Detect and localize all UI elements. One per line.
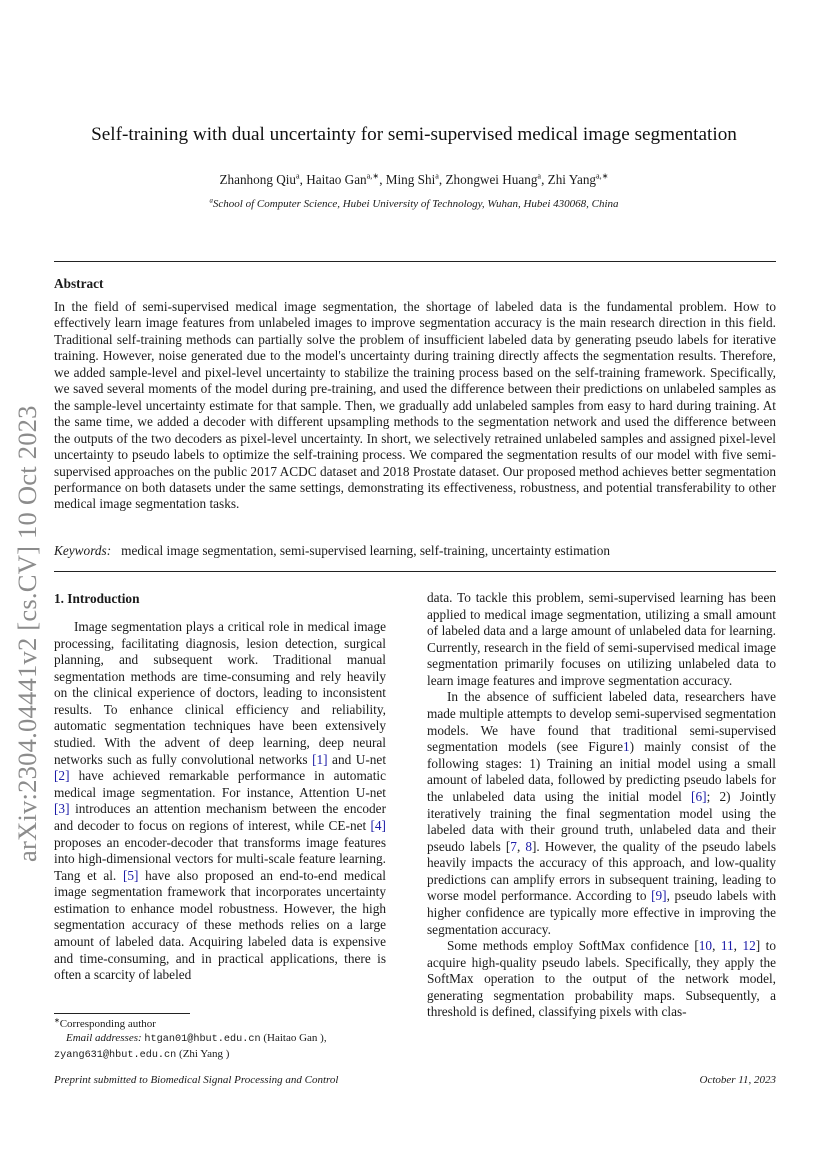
- abstract-text: In the field of semi-supervised medical image segmentation, the shortage of labeled data is the fundamental problem. How to effectively learn image features from unlabeled images to improve segmentation accuracy is the main research direction in this field. Traditional self-training methods can partially solve the problem of insufficient labeled data by generating pseudo labels for iterative training. However, noise generated due to the model's uncertainty during training directly affects the segmentation results. Therefore, we added sample-level and pixel-level uncertainty to stabilize the training process based on the self-training framework. Specifically, we saved several moments of the model during pre-training, and used the difference between their predictions on unlabeled samples as the sample-level uncertainty estimate for that sample. Then, we gradually add unlabeled samples from easy to hard during training. At the same time, we added a decoder with different upsampling methods to the segmentation network and used the difference between the outputs of the two decoders as pixel-level uncertainty. In short, we selectively retrained unlabeled samples and assigned pixel-level uncertainty to pseudo labels to optimize the self-training process. We compared the segmentation results of our model with five semi-supervised approaches on the public 2017 ACDC dataset and 2018 Prostate dataset. Our proposed method achieves better segmentation performance on both datasets under the same settings, demonstrating its effectiveness, robustness, and potential transferability to other medical image segmentation tasks.: [54, 299, 776, 512]
- citation-link[interactable]: [2]: [54, 768, 70, 784]
- right-column: [427, 590, 776, 1021]
- paragraph-text: data. To tackle this problem, semi-supervised learning has been applied to medical image segmentation, utilizing a small amount of labeled data and a large amount of unlabeled data for learning. Currently, research in the field of semi-supervised medical image segmentation primarily focuses on utilizing unlabeled data to learn image features and improve segmentation accuracy.: [427, 590, 776, 688]
- footnote-rule: [54, 1013, 190, 1014]
- paper-title: Self-training with dual uncertainty for semi-supervised medical image segmentation: [91, 124, 737, 145]
- citation-link[interactable]: [3]: [54, 801, 70, 817]
- footer-journal: Preprint submitted to Biomedical Signal Processing and Control: [54, 1074, 339, 1086]
- paragraph-text: Image segmentation plays a critical role in medical image processing, facilitating diagnosis, lesion detection, surgical planning, and subsequent work. Traditional manual segmentation methods are time-consuming and rely heavily on the clinical experience of doctors, leading to inconsistent results. To enhance clinical efficiency and reliability, automatic segmentation techniques have been extensively studied. With the advent of deep learning, deep neural networks such as fully convolutional networks: [54, 619, 386, 767]
- body-paragraph: [427, 689, 776, 938]
- paragraph-text: ,: [733, 938, 743, 954]
- paragraph-text: ,: [712, 938, 721, 954]
- citation-link[interactable]: [1]: [312, 751, 328, 767]
- citation-link[interactable]: 11: [720, 938, 734, 954]
- author-name: Zhi Yang: [547, 172, 597, 187]
- footnote-corresponding-text: Corresponding author: [59, 1018, 156, 1030]
- footnote-emails-line1: [54, 1031, 394, 1047]
- affiliation: [0, 198, 828, 210]
- footnotes: [54, 1017, 394, 1064]
- author-name: Zhanhong Qiu: [219, 172, 296, 187]
- paragraph-text: ) mainly consist of the following stages: 1) Training an initial model using a small amount of labeled data, followed by predicting pseudo labels for the unlabeled data using the initial model: [427, 739, 776, 804]
- author-name: Zhongwei Huang: [445, 172, 538, 187]
- citation-link[interactable]: 8: [525, 838, 532, 854]
- paragraph-text: proposes an encoder-decoder that transforms image features into high-dimensional vectors for multi-scale feature learning. Tang et al.: [54, 834, 386, 883]
- citation-link[interactable]: [9]: [651, 888, 667, 904]
- affiliation-text: School of Computer Science, Hubei University of Technology, Wuhan, Hubei 430068, China: [212, 198, 619, 210]
- abstract-heading: Abstract: [54, 276, 104, 291]
- abstract-bottom-rule: [54, 571, 776, 572]
- author-affiliation-mark: a,∗: [596, 171, 609, 181]
- footnote-mark: ∗: [54, 1017, 60, 1025]
- email-name-yang: (Zhi Yang ): [179, 1048, 230, 1061]
- keywords-label: Keywords:: [54, 543, 112, 558]
- citation-link[interactable]: [6]: [691, 788, 707, 804]
- left-column: [54, 619, 386, 984]
- citation-link[interactable]: 7: [510, 838, 517, 854]
- email-link-gan[interactable]: htgan01@hbut.edu.cn: [144, 1034, 261, 1046]
- paragraph-text: ,: [516, 838, 526, 854]
- arxiv-identifier-stamp[interactable]: arXiv:2304.04441v2 [cs.CV] 10 Oct 2023: [12, 405, 42, 862]
- author-name: Haitao Gan: [306, 172, 367, 187]
- author-affiliation-mark: a: [537, 171, 542, 181]
- email-link-yang[interactable]: zyang631@hbut.edu.cn: [54, 1050, 177, 1062]
- author-affiliation-mark: a,∗: [366, 171, 380, 181]
- citation-link[interactable]: 1: [622, 739, 630, 755]
- citation-link[interactable]: 12: [742, 938, 756, 954]
- section-heading-introduction: 1. Introduction: [54, 591, 140, 606]
- email-name-gan: (Haitao Gan ),: [263, 1032, 327, 1045]
- paragraph-text: In the absence of sufficient labeled data, researchers have made multiple attempts to develop semi-supervised segmentation models. We have found that traditional semi-supervised segmentation models (see Figure: [427, 689, 776, 755]
- body-paragraph: [427, 590, 776, 689]
- paragraph-text: ; 2) Jointly iteratively training the final segmentation model using the labeled data with their ground truth, unlabeled data and their pseudo labels [: [427, 788, 777, 854]
- author-affiliation-mark: a: [296, 171, 300, 181]
- footnote-emails-line2: [54, 1047, 394, 1063]
- author-list: Zhanhong Qiu$^a$, Haitao Gan$^{a,∗}$, Ming Shi$^a$, Zhongwei Huang$^a$, Zhi Yang$^{a,∗}$: [219, 171, 609, 187]
- paragraph-text: introduces an attention mechanism between the encoder and decoder to focus on regions of interest, while CE-net: [54, 801, 386, 833]
- footnote-corresponding: [54, 1017, 394, 1031]
- paragraph-text: Some methods employ SoftMax confidence [: [447, 938, 699, 954]
- author-name: Ming Shi: [385, 172, 436, 187]
- keywords: [54, 543, 776, 559]
- author-affiliation-mark: a: [435, 171, 439, 181]
- paragraph-text: have achieved remarkable performance in automatic medical image segmentation. For instance, Attention U-net: [54, 768, 386, 800]
- body-paragraph: [54, 619, 386, 984]
- citation-link[interactable]: [4]: [370, 817, 386, 833]
- affiliation-mark: a: [209, 197, 213, 205]
- footer-date: October 11, 2023: [699, 1074, 776, 1086]
- abstract-top-rule: [54, 261, 776, 262]
- keywords-text: medical image segmentation, semi-supervised learning, self-training, uncertainty estimation: [121, 543, 611, 558]
- paragraph-text: and U-net: [327, 751, 387, 767]
- email-label: Email addresses:: [66, 1032, 142, 1045]
- paragraph-text: ] to acquire high-quality pseudo labels. Specifically, they apply the SoftMax operation to the output of the network model, generating segmentation probability maps. Subsequently, a threshold is defined, classifying pixels with clas-: [427, 938, 776, 1020]
- citation-link[interactable]: 10: [698, 938, 713, 954]
- body-paragraph: [427, 938, 776, 1021]
- paragraph-text: ]. However, the quality of the pseudo labels heavily impacts the accuracy of this approach, and low-quality predictions can amplify errors in subsequent training, leading to worse model performance. According to: [427, 838, 776, 904]
- paragraph-text: , pseudo labels with higher confidence are typically more effective in improving the segmentation accuracy.: [427, 888, 776, 937]
- citation-link[interactable]: [5]: [122, 867, 139, 883]
- paragraph-text: have also proposed an end-to-end medical image segmentation framework that incorporates uncertainty estimation to enhance model robustness. However, the high segmentation accuracy of these methods relies on a large amount of labeled data. Acquiring labeled data is expensive and time-consuming, and in practical applications, there is often a scarcity of labeled: [54, 867, 386, 983]
